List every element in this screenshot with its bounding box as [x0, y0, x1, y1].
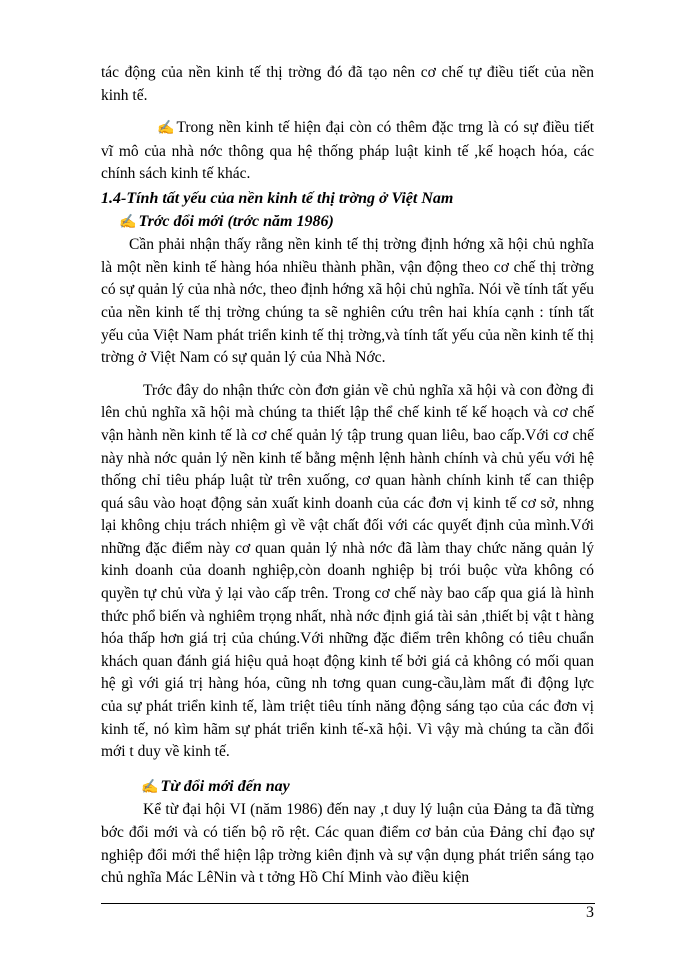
paragraph-before-renewal-details: Trớc đây do nhận thức còn đơn giản về chủ nghĩa xã hội và con đờng đi lên chủ nghĩa xã hội mà chúng ta thiết lập thể chế kinh tế kế hoạch và cơ chế vận hành nền kinh tế là cơ chế quản lý tập trung quan liêu, bao cấp.Với cơ chế này nhà nớc quản lý nền kinh tế bằng mệnh lệnh hành chính và chủ yếu với hệ thống chỉ tiêu pháp luật từ trên xuống, cơ quan hành chính kinh tế can thiệp quá sâu vào hoạt động sản xuất kinh doanh của các đơn vị kinh tế cơ sở, nhng lại không chịu trách nhiệm gì về vật chất đối với các quyết định của mình.Với những đặc điểm này cơ quan quản lý nhà nớc đã làm thay chức năng quản lý kinh doanh của doanh nghiệp,còn doanh nghiệp bị trói buộc vừa không có quyền tự chủ vừa ỷ lại vào cấp trên. Trong cơ chế này bao cấp qua giá là hình thức phổ biến và nghiêm trọng nhất, nhà nớc định giá tài sản ,thiết bị vật t hàng hóa thấp hơn giá trị của chúng.Với những đặc điểm trên không có tiêu chuẩn khách quan đánh giá hiệu quả hoạt động kinh tế bởi giá cả không có mối quan hệ gì với giá trị hàng hóa, cũng nh tơng quan cung-cầu,làm mất đi động lực của sự phát triển kinh tế, làm triệt tiêu tính năng động sáng tạo của các đơn vị kinh tế, nó kìm hãm sự phát triển kinh tế-xã hội. Vì vậy mà chúng ta cần đổi mới t duy về kinh tế.: [101, 381, 594, 761]
paragraph-macro-regulation: [101, 117, 594, 186]
writing-hand-icon: ✍: [119, 214, 137, 230]
paragraph-continuation: tác động của nền kinh tế thị trờng đó đã tạo nên cơ chế tự điều tiết của nền kinh tế.: [101, 64, 594, 104]
subheading-since-renewal: [101, 776, 594, 800]
paragraph-market-economy-definition: Cần phải nhận thấy rằng nền kinh tế thị trờng định hớng xã hội chủ nghĩa là một nền kinh tế hàng hóa nhiều thành phần, vận động theo cơ chế thị trờng có sự quản lý của nhà nớc, theo định hớng xã hội chủ nghĩa. Nói về tính tất yếu của nền kinh tế thị trờng chúng ta sẽ nghiên cứu trên hai khía cạnh : tính tất yếu của Việt Nam phát triển kinh tế thị trờng,và tính tất yếu của nền kinh tế thị trờng ở Việt Nam có sự quản lý của Nhà Nớc.: [101, 236, 594, 367]
page-number: 3: [586, 904, 594, 921]
writing-hand-icon: ✍: [157, 121, 175, 137]
document-body: [101, 62, 594, 890]
paragraph-text: Trong nền kinh tế hiện đại còn có thêm đặc trng là có sự điều tiết vĩ mô của nhà nớc thông qua hệ thống pháp luật kinh tế ,kế hoạch hóa, các chính sách kinh tế khác.: [101, 119, 594, 183]
subheading-text: Trớc đổi mới (trớc năm 1986): [138, 212, 334, 230]
footer-divider: [101, 903, 595, 904]
subheading-text: Từ đổi mới đến nay: [160, 777, 290, 795]
writing-hand-icon: ✍: [141, 779, 159, 795]
paragraph-since-renewal: Kể từ đại hội VI (năm 1986) đến nay ,t duy lý luận của Đảng ta đã từng bớc đổi mới và có tiến bộ rõ rệt. Các quan điểm cơ bản của Đảng chỉ đạo sự nghiệp đổi mới thể hiện lập trờng kiên định và sự vận dụng phát triển sáng tạo chủ nghĩa Mác LêNin và t tởng Hồ Chí Minh vào điều kiện: [101, 801, 594, 887]
subheading-before-renewal: [101, 211, 594, 235]
section-heading: 1.4-Tính tất yếu của nền kinh tế thị trờng ở Việt Nam: [101, 189, 454, 207]
